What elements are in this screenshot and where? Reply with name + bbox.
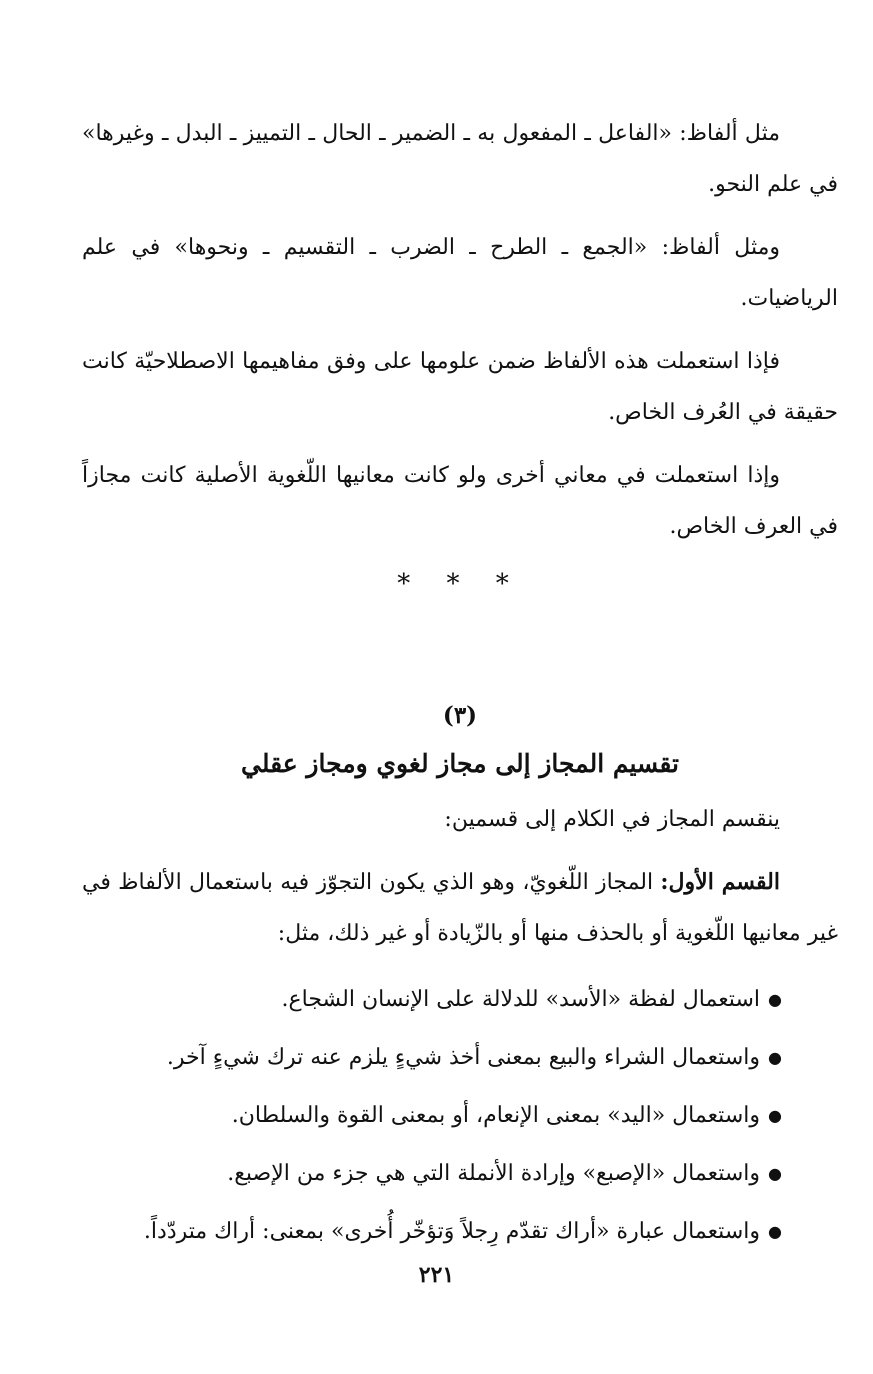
bullet-icon: ● <box>768 1164 782 1183</box>
list-item <box>82 1203 838 1261</box>
list-item <box>82 1145 838 1203</box>
first-part-paragraph <box>82 857 838 959</box>
bullet-icon: ● <box>768 1106 782 1125</box>
section-intro: ينقسم المجاز في الكلام إلى قسمين: <box>444 807 780 832</box>
list-item <box>82 1087 838 1145</box>
paragraph-literal-usage: فإذا استعملت هذه الألفاظ ضمن علومها على وفق مفاهيمها الاصطلاحيّة كانت حقيقة في العُرف الخاص. <box>82 349 838 425</box>
paragraph-grammar-terms: مثل ألفاظ: «الفاعل ـ المفعول به ـ الضمير ـ الحال ـ التمييز ـ البدل ـ وغيرها» في علم النحو. <box>82 121 838 197</box>
section-title: تقسيم المجاز إلى مجاز لغوي ومجاز عقلي <box>241 749 679 778</box>
list-item <box>82 971 838 1029</box>
first-part-label: القسم الأول: <box>660 869 780 895</box>
bullet-icon: ● <box>768 990 782 1009</box>
bullet-icon: ● <box>768 1048 782 1067</box>
list-item <box>82 1029 838 1087</box>
bullet-icon: ● <box>768 1222 782 1241</box>
section-separator: * * * <box>397 569 523 599</box>
list-item-text: واستعمال «اليد» بمعنى الإنعام، أو بمعنى القوة والسلطان. <box>231 1103 760 1128</box>
list-item-text: واستعمال عبارة «أراك تقدّم رِجلاً وَتؤخّر أُخرى» بمعنى: أراك متردّداً. <box>143 1219 760 1244</box>
list-item-text: واستعمال «الإصبع» وإرادة الأنملة التي هي جزء من الإصبع. <box>227 1161 760 1186</box>
list-item-text: استعمال لفظة «الأسد» للدلالة على الإنسان الشجاع. <box>281 987 760 1012</box>
section-number: (٣) <box>442 702 478 729</box>
paragraph-math-terms: ومثل ألفاظ: «الجمع ـ الطرح ـ الضرب ـ التقسيم ـ ونحوها» في علم الرياضيات. <box>82 235 838 311</box>
paragraph-figurative-usage: وإذا استعملت في معاني أخرى ولو كانت معانيها اللّغوية الأصلية كانت مجازاً في العرف الخاص. <box>82 463 838 539</box>
first-part-text: المجاز اللّغويّ، وهو الذي يكون التجوّز فيه باستعمال الألفاظ في غير معانيها اللّغوية أو بالحذف منها أو بالزّيادة أو غير ذلك، مثل: <box>82 870 838 946</box>
page-number: ٢٢١ <box>418 1262 455 1288</box>
page-body <box>82 108 838 1261</box>
list-item-text: واستعمال الشراء والبيع بمعنى أخذ شيءٍ يلزم عنه ترك شيءٍ آخر. <box>166 1045 760 1070</box>
examples-list <box>82 971 838 1261</box>
